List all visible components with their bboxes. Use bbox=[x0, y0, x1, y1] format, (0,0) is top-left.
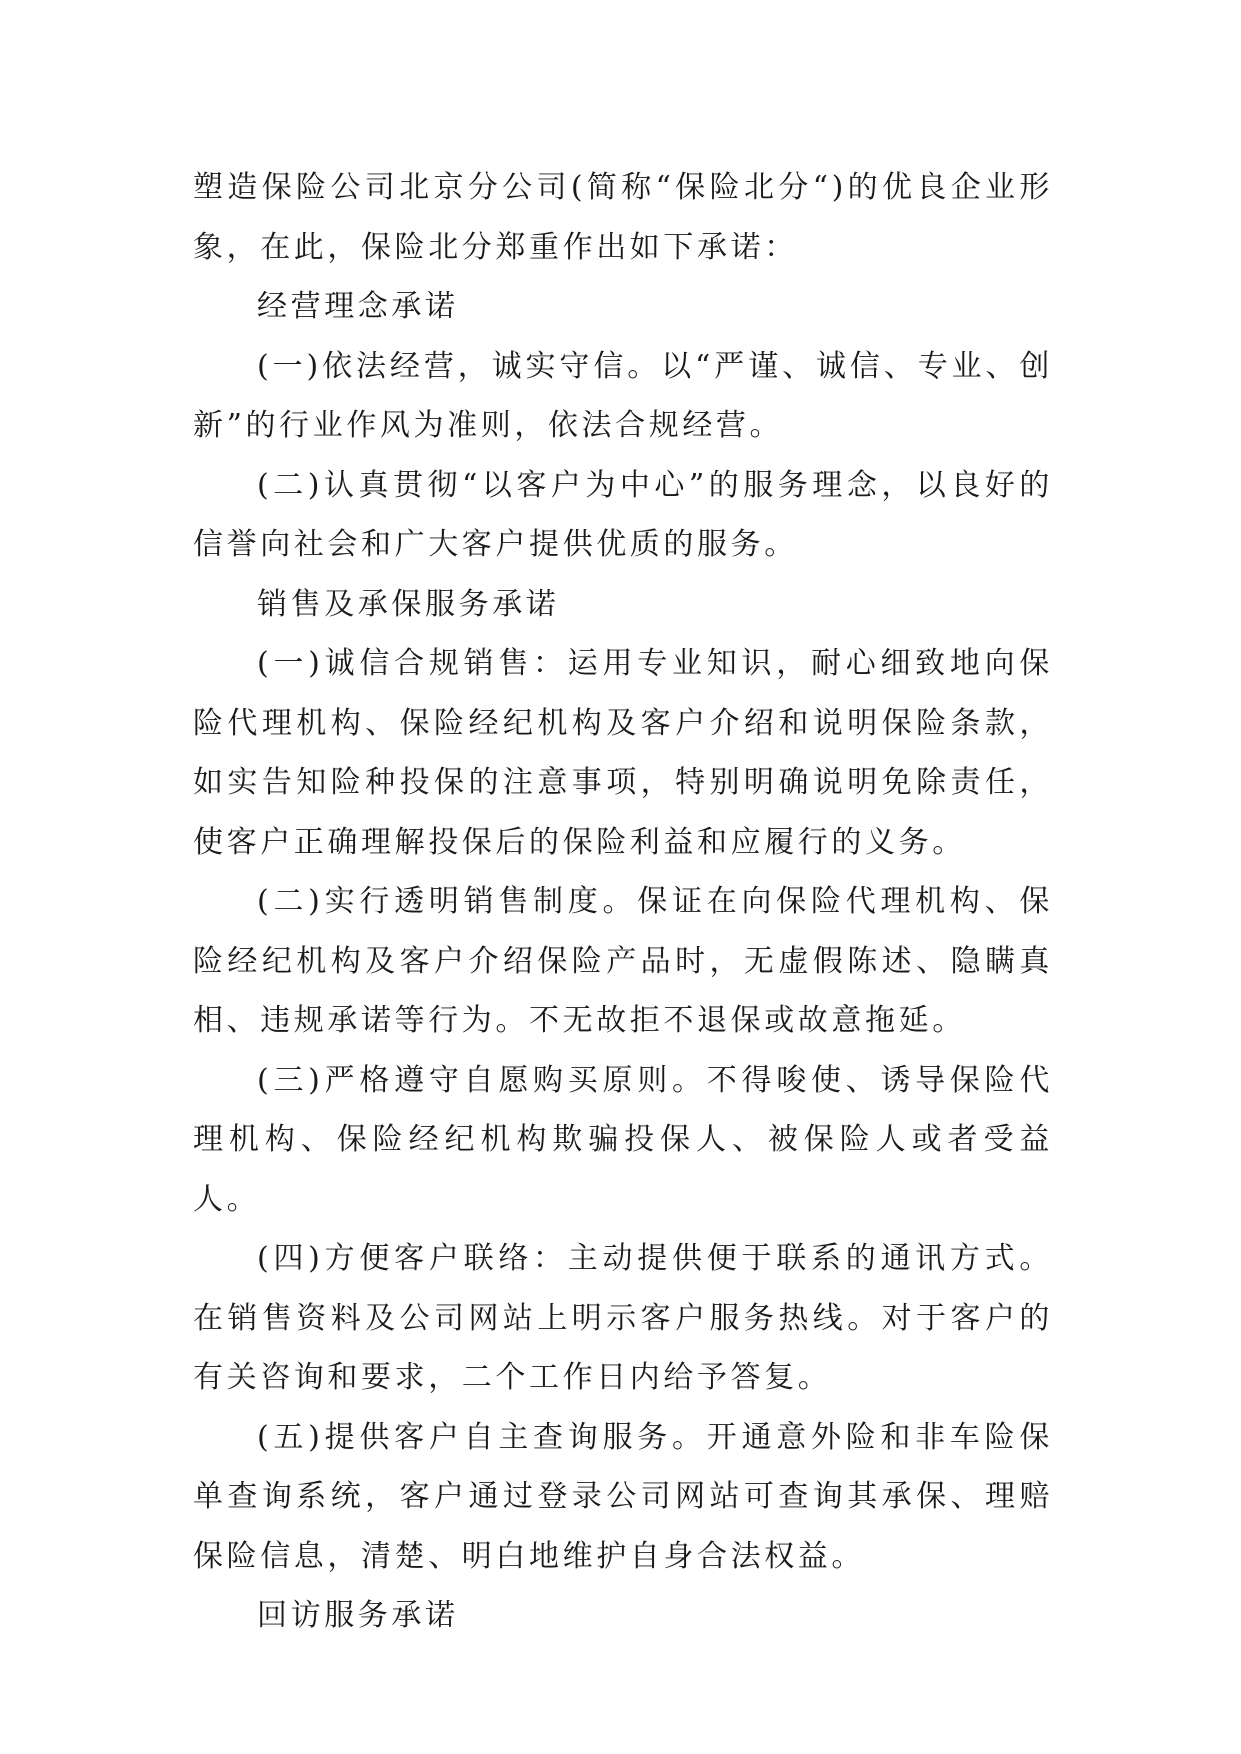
section-heading-business-philosophy: 经营理念承诺 bbox=[257, 289, 459, 324]
clause-paragraph: (四)方便客户联络：主动提供便于联系的通讯方式。在销售资料及公司网站上明示客户服务热线。对于客户的有关咨询和要求，二个工作日内给予答复。 bbox=[193, 1241, 1053, 1395]
clause-paragraph: (三)严格遵守自愿购买原则。不得唆使、诱导保险代理机构、保险经纪机构欺骗投保人、被保险人或者受益人。 bbox=[193, 1062, 1053, 1217]
clause-paragraph: (二)实行透明销售制度。保证在向保险代理机构、保险经纪机构及客户介绍保险产品时，无虚假陈述、隐瞒真相、违规承诺等行为。不无故拒不退保或故意拖延。 bbox=[193, 884, 1053, 1038]
section-heading-sales-underwriting: 销售及承保服务承诺 bbox=[257, 586, 560, 622]
clause-paragraph: (一)依法经营，诚实守信。以“严谨、诚信、专业、创新”的行业作风为准则，依法合规经营。 bbox=[193, 348, 1053, 443]
clause-paragraph: (五)提供客户自主查询服务。开通意外险和非车险保单查询系统，客户通过登录公司网站可查询其承保、理赔保险信息，清楚、明白地维护自身合法权益。 bbox=[193, 1419, 1053, 1574]
clause-paragraph: (一)诚信合规销售：运用专业知识，耐心细致地向保险代理机构、保险经纪机构及客户介绍和说明保险条款，如实告知险种投保的注意事项，特别明确说明免除责任，使客户正确理解投保后的保险利益和应履行的义务。 bbox=[193, 646, 1053, 860]
intro-paragraph: 塑造保险公司北京分公司(简称“保险北分“)的优良企业形象，在此，保险北分郑重作出如下承诺： bbox=[193, 170, 1053, 265]
clause-paragraph: (二)认真贯彻“以客户为中心”的服务理念，以良好的信誉向社会和广大客户提供优质的服务。 bbox=[193, 467, 1053, 562]
document-body bbox=[193, 158, 1053, 1646]
section-heading-follow-up-service: 回访服务承诺 bbox=[257, 1598, 459, 1633]
